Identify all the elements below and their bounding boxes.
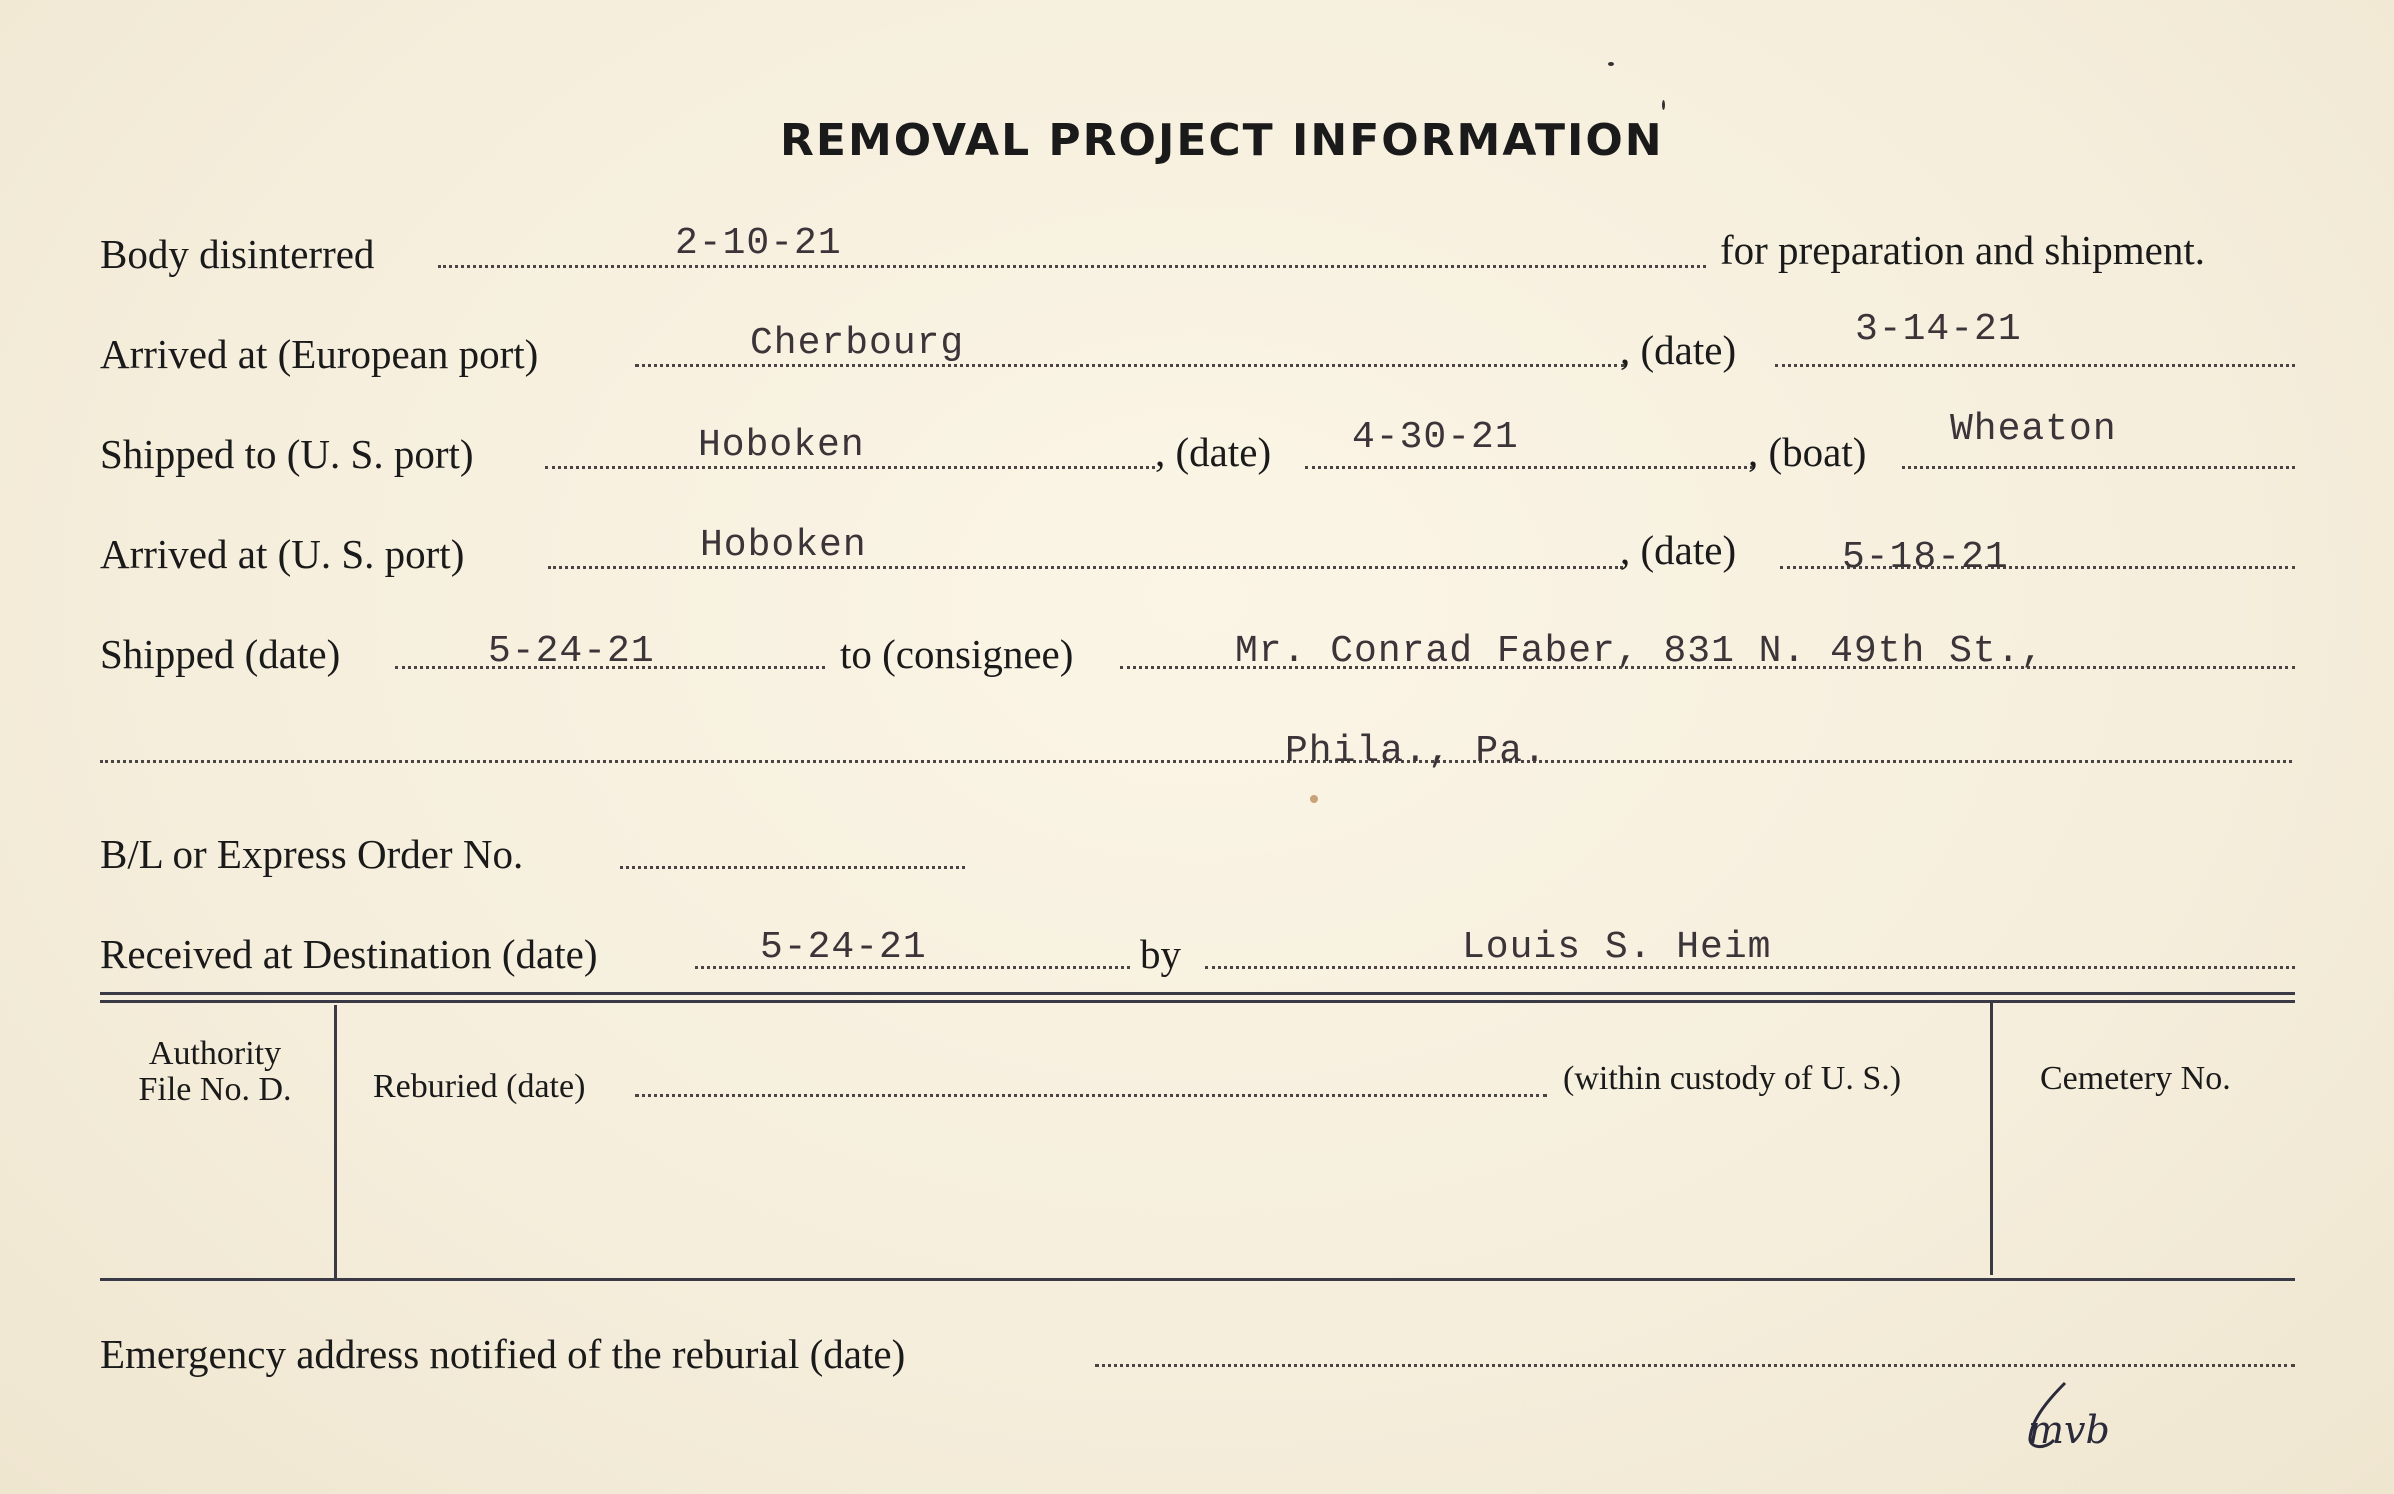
shipped-to-boat-line — [1902, 466, 2295, 469]
shipped-to-value: Hoboken — [698, 424, 865, 467]
disinterred-value: 2-10-21 — [675, 222, 842, 265]
shipped-to-boat-label: , (boat) — [1748, 429, 1867, 475]
consignee-value: Mr. Conrad Faber, 831 N. 49th St., — [1235, 630, 2045, 673]
reburied-line — [635, 1094, 1547, 1097]
consignee-label: to (consignee) — [840, 631, 1074, 677]
disinterred-line — [438, 265, 1706, 268]
card-title: REMOVAL PROJECT INFORMATION — [780, 115, 1664, 166]
authority-line-1: Authority — [148, 1035, 282, 1072]
received-date: 5-24-21 — [760, 926, 927, 969]
box-top-rule-2 — [100, 1000, 2295, 1003]
initials: mvb — [2028, 1408, 2110, 1452]
received-by-label: by — [1140, 931, 1181, 977]
european-port-date-label: , (date) — [1620, 327, 1737, 373]
custody-label: (within custody of U. S.) — [1563, 1060, 1902, 1097]
consignee-value-line2: Phila., Pa. — [1285, 730, 1547, 773]
paper-speck — [1662, 100, 1665, 110]
box-divider-right — [1990, 1000, 1993, 1275]
consignee-line-2 — [100, 760, 2292, 763]
box-divider-left — [334, 1005, 337, 1280]
disinterred-suffix: for preparation and shipment. — [1720, 227, 2206, 273]
us-port-date-label: , (date) — [1620, 527, 1737, 573]
bl-line — [620, 866, 965, 869]
shipped-to-date: 4-30-21 — [1352, 416, 1519, 459]
shipped-label: Shipped (date) — [100, 631, 341, 677]
emergency-label: Emergency address notified of the reburial (date) — [100, 1331, 906, 1377]
shipped-to-boat: Wheaton — [1950, 408, 2117, 451]
box-top-rule — [100, 992, 2295, 995]
emergency-line — [1095, 1364, 2295, 1367]
paper-speck — [1608, 62, 1614, 66]
received-by: Louis S. Heim — [1462, 926, 1772, 969]
received-label: Received at Destination (date) — [100, 931, 598, 977]
authority-label — [130, 1036, 300, 1108]
european-port-value: Cherbourg — [750, 322, 965, 365]
shipped-to-date-line — [1305, 466, 1753, 469]
paper-speck — [1310, 795, 1318, 803]
european-port-date: 3-14-21 — [1855, 308, 2022, 351]
reburied-label: Reburied (date) — [373, 1068, 586, 1105]
box-bottom-rule — [100, 1278, 2295, 1281]
us-port-value: Hoboken — [700, 524, 867, 567]
bl-label: B/L or Express Order No. — [100, 831, 524, 877]
initials-stroke-icon — [2020, 1378, 2080, 1458]
european-port-label: Arrived at (European port) — [100, 331, 539, 377]
disinterred-label: Body disinterred — [100, 231, 375, 277]
us-port-label: Arrived at (U. S. port) — [100, 531, 465, 577]
cemetery-label: Cemetery No. — [2040, 1060, 2231, 1097]
us-port-date: 5-18-21 — [1842, 536, 2009, 579]
authority-line-2: File No. D. — [138, 1071, 292, 1108]
shipped-date: 5-24-21 — [488, 630, 655, 673]
european-port-date-line — [1775, 364, 2295, 367]
shipped-to-label: Shipped to (U. S. port) — [100, 431, 474, 477]
shipped-to-date-label: , (date) — [1155, 429, 1272, 475]
